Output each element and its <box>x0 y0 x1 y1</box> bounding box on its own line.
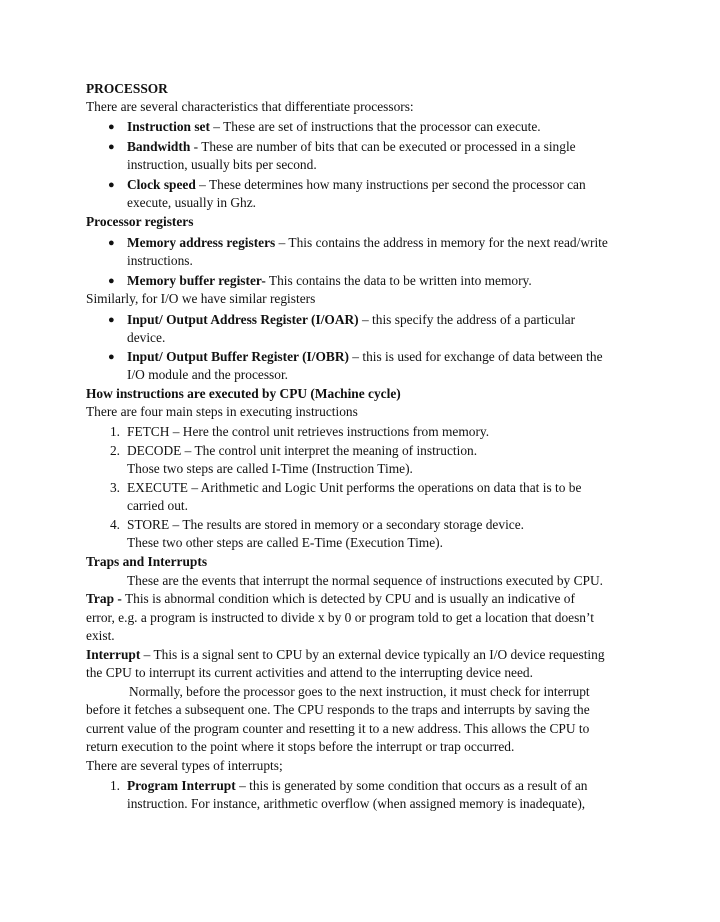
item-text-continued: instruction, usually bits per second. <box>127 157 317 172</box>
bullet-icon: ● <box>108 275 115 287</box>
traps-paragraph: These are the events that interrupt the normal sequence of instructions executed by CPU. <box>127 573 603 588</box>
item-text: These are set of instructions that the processor can execute. <box>223 119 541 134</box>
list-item <box>127 348 603 366</box>
interrupt-text-continued: the CPU to interrupt its current activities and attend to the interrupting device need. <box>86 665 533 680</box>
heading-processor: PROCESSOR <box>86 81 168 96</box>
heading-traps-interrupts: Traps and Interrupts <box>86 554 208 569</box>
item-text-continued: instruction. For instance, arithmetic overflow (when assigned memory is inadequate), <box>127 796 586 811</box>
itime-note: Those two steps are called I-Time (Instruction Time). <box>127 461 413 476</box>
item-text: This contains the address in memory for the next read/write <box>288 235 608 250</box>
step-number: 1. <box>109 778 120 793</box>
step-text: FETCH – Here the control unit retrieves instructions from memory. <box>127 424 490 439</box>
item-text-continued: execute, usually in Ghz. <box>127 195 257 210</box>
term: Clock speed <box>127 177 196 192</box>
term: Input/ Output Buffer Register (I/OBR) <box>127 349 349 364</box>
item-text: This contains the data to be written into memory. <box>268 273 532 288</box>
step-text: DECODE – The control unit interpret the meaning of instruction. <box>127 443 478 458</box>
list-item <box>127 176 586 194</box>
term: Memory address registers <box>127 235 276 250</box>
term: Program Interrupt <box>127 778 236 793</box>
item-text: – this is generated by some condition that occurs as a result of an <box>235 778 588 793</box>
separator: – <box>209 119 224 134</box>
body-paragraph-line: current value of the program counter and resetting it to a new address. This allows the CPU to <box>86 721 590 736</box>
bullet-icon: ● <box>108 314 115 326</box>
term: Trap - <box>86 591 122 606</box>
similarly-text: Similarly, for I/O we have similar registers <box>86 291 316 306</box>
step-number: 2. <box>109 443 120 458</box>
trap-text-continued: exist. <box>86 628 115 643</box>
trap-text-continued: error, e.g. a program is instructed to divide x by 0 or program told to get a location that doesn’t <box>86 610 594 625</box>
term: Interrupt <box>86 647 141 662</box>
bullet-icon: ● <box>108 141 115 153</box>
list-item <box>127 138 576 156</box>
list-item <box>127 272 532 290</box>
step-number: 3. <box>109 480 120 495</box>
body-paragraph-line: before it fetches a subsequent one. The CPU responds to the traps and interrupts by saving the <box>86 702 590 717</box>
interrupt-definition <box>86 646 605 664</box>
separator: – <box>275 235 289 250</box>
trap-definition <box>86 590 575 608</box>
term: Input/ Output Address Register (I/OAR) <box>127 312 359 327</box>
bullet-icon: ● <box>108 351 115 363</box>
term: Memory buffer register- <box>127 273 266 288</box>
item-text-continued: instructions. <box>127 253 193 268</box>
item-text-continued: device. <box>127 330 166 345</box>
bullet-icon: ● <box>108 121 115 133</box>
item-text: These determines how many instructions per second the processor can <box>208 177 586 192</box>
bullet-icon: ● <box>108 237 115 249</box>
step-text-continued: carried out. <box>127 498 188 513</box>
heading-machine-cycle: How instructions are executed by CPU (Machine cycle) <box>86 386 401 401</box>
body-paragraph-line: return execution to the point where it stops before the interrupt or trap occurred. <box>86 739 515 754</box>
step-text: EXECUTE – Arithmetic and Logic Unit performs the operations on data that is to be <box>127 480 582 495</box>
separator: - <box>190 139 202 154</box>
step-number: 4. <box>109 517 120 532</box>
term: Bandwidth <box>127 139 191 154</box>
step-text: STORE – The results are stored in memory or a secondary storage device. <box>127 517 525 532</box>
term: Instruction set <box>127 119 210 134</box>
definition-text: – This is a signal sent to CPU by an external device typically an I/O device requesting <box>140 647 605 662</box>
bullet-icon: ● <box>108 179 115 191</box>
item-text: this specify the address of a particular <box>372 312 576 327</box>
separator: – <box>195 177 209 192</box>
list-item <box>127 118 541 136</box>
definition-text: This is abnormal condition which is detected by CPU and is usually an indicative of <box>121 591 575 606</box>
step-number: 1. <box>109 424 120 439</box>
types-intro: There are several types of interrupts; <box>86 758 283 773</box>
item-text-continued: I/O module and the processor. <box>127 367 289 382</box>
etime-note: These two other steps are called E-Time (Execution Time). <box>127 535 443 550</box>
heading-registers: Processor registers <box>86 214 194 229</box>
item-text: These are number of bits that can be executed or processed in a single <box>201 139 576 154</box>
steps-intro: There are four main steps in executing instructions <box>86 404 358 419</box>
body-paragraph-line: Normally, before the processor goes to the next instruction, it must check for interrupt <box>129 684 590 699</box>
separator: – <box>358 312 373 327</box>
intro-text: There are several characteristics that differentiate processors: <box>86 99 414 114</box>
list-item <box>127 311 575 329</box>
list-item <box>127 234 608 252</box>
item-text: this is used for exchange of data between the <box>362 349 603 364</box>
separator: – <box>348 349 363 364</box>
list-item <box>127 777 588 795</box>
